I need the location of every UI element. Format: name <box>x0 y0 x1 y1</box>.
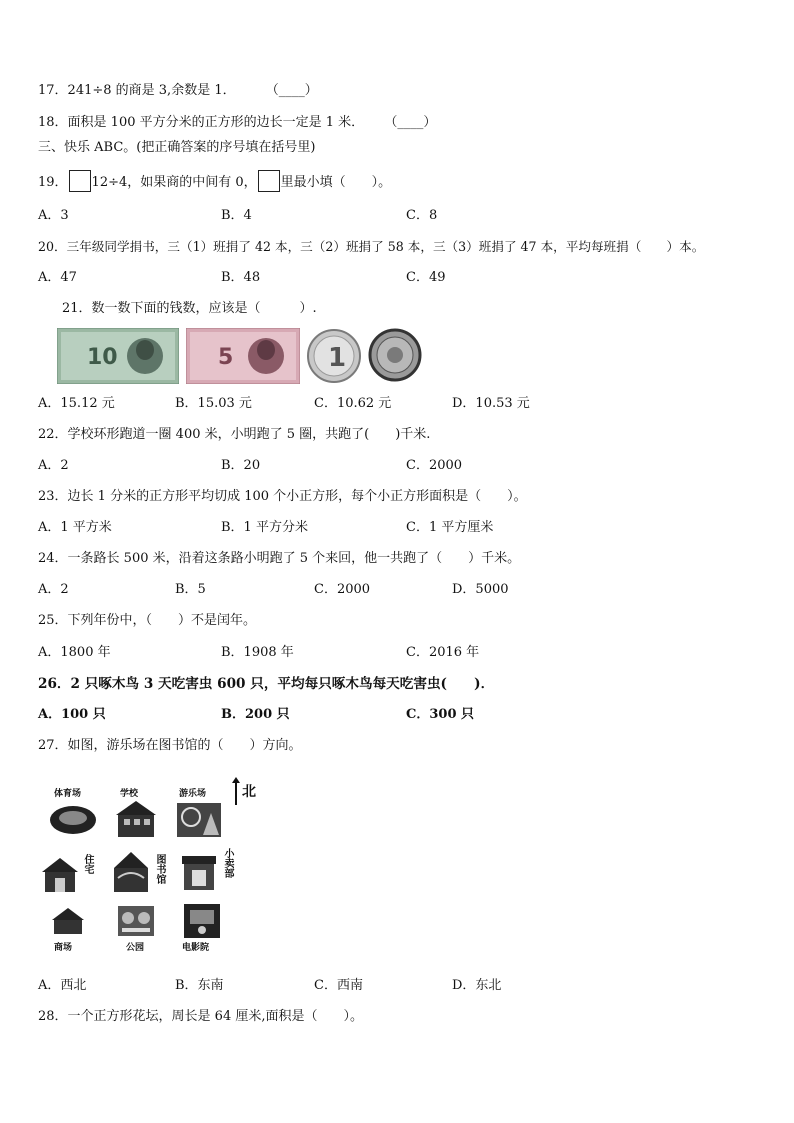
question-number: 28． <box>38 1009 68 1024</box>
map-place-library <box>110 848 166 904</box>
question-number: 19． <box>38 175 68 190</box>
blank-box[interactable] <box>258 170 280 192</box>
stadium-icon <box>48 800 98 838</box>
banknote-10-yuan <box>57 328 179 384</box>
blank-box[interactable] <box>69 170 91 192</box>
question-22 <box>38 426 430 444</box>
option-a[interactable]: A．2 <box>38 582 69 597</box>
question-text-part1: 12÷4，如果商的中间有 0， <box>91 175 257 190</box>
question-number: 25． <box>38 613 68 628</box>
map-place-school <box>112 786 168 842</box>
question-number: 22． <box>38 427 68 442</box>
question-text: 一条路长 500 米，沿着这条路小明跑了 5 个来回，他一共跑了（ ）千米。 <box>67 551 521 566</box>
option-c[interactable]: C．2016 年 <box>406 645 480 660</box>
map-place-shop <box>180 848 236 904</box>
map-place-park <box>116 904 172 960</box>
question-17 <box>38 82 318 100</box>
map-label: 公园 <box>126 943 145 953</box>
option-c[interactable]: C．10.62 元 <box>314 396 392 411</box>
option-a[interactable]: A．100 只 <box>38 707 106 722</box>
question-text: 如图，游乐场在图书馆的（ ）方向。 <box>67 738 302 753</box>
question-text: 学校环形跑道一圈 400 米，小明跑了 5 圈，共跑了( )千米. <box>67 427 431 442</box>
map-label: 体育场 <box>54 789 82 799</box>
option-d[interactable]: D．东北 <box>452 978 502 993</box>
option-b[interactable]: B．东南 <box>175 978 224 993</box>
map-label: 商场 <box>54 943 73 953</box>
question-text: 一个正方形花坛，周长是 64 厘米,面积是（ ）。 <box>67 1009 363 1024</box>
cinema-icon <box>182 904 222 940</box>
banknote-value: 10 <box>87 345 118 370</box>
map-label: 小卖部 <box>222 848 233 878</box>
option-a[interactable]: A．3 <box>38 208 69 223</box>
option-b[interactable]: B．15.03 元 <box>175 396 252 411</box>
option-a[interactable]: A．15.12 元 <box>38 396 115 411</box>
map-place-residence <box>40 848 96 904</box>
option-c[interactable]: C．西南 <box>314 978 363 993</box>
question-18 <box>38 114 436 132</box>
question-28 <box>38 1008 363 1026</box>
map-label: 学校 <box>120 789 139 799</box>
coin-cents <box>368 328 422 382</box>
question-text: 下列年份中，（ ）不是闰年。 <box>67 613 257 628</box>
house-icon <box>40 854 80 894</box>
question-text: 面积是 100 平方分米的正方形的边长一定是 1 米． <box>67 115 365 130</box>
question-26 <box>38 675 494 693</box>
question-number: 26． <box>38 676 71 692</box>
mall-icon <box>50 906 86 936</box>
question-text: 241÷8 的商是 3,余数是 1． <box>67 83 236 98</box>
map-place-mall <box>50 904 106 960</box>
option-d[interactable]: D．5000 <box>452 582 509 597</box>
amusement-park-icon <box>175 799 223 839</box>
option-b[interactable]: B．5 <box>175 582 206 597</box>
school-icon <box>114 799 158 839</box>
option-b[interactable]: B．1908 年 <box>221 645 294 660</box>
question-19 <box>38 170 391 192</box>
option-c[interactable]: C．2000 <box>406 458 463 473</box>
coin-value: 1 <box>328 343 347 373</box>
question-text: 三年级同学捐书，三（1）班捐了 42 本，三（2）班捐了 58 本，三（3）班捐了 47 本，平均每班捐（ ）本。 <box>66 239 705 254</box>
question-number: 24． <box>38 551 68 566</box>
option-b[interactable]: B．200 只 <box>221 707 290 722</box>
answer-paren: （____） <box>384 115 437 130</box>
option-c[interactable]: C．49 <box>406 270 446 285</box>
question-23 <box>38 488 527 506</box>
question-text: 2 只啄木鸟 3 天吃害虫 600 只，平均每只啄木鸟每天吃害虫( )． <box>70 676 495 692</box>
option-c[interactable]: C．1 平方厘米 <box>406 520 494 535</box>
option-a[interactable]: A．2 <box>38 458 69 473</box>
option-a[interactable]: A．47 <box>38 270 77 285</box>
map-place-cinema <box>180 904 236 960</box>
option-a[interactable]: A．1 平方米 <box>38 520 112 535</box>
option-b[interactable]: B．48 <box>221 270 261 285</box>
coin-1-yuan <box>306 328 362 384</box>
section-heading: 三、快乐 ABC。(把正确答案的序号填在括号里) <box>38 140 316 155</box>
question-number: 18． <box>38 115 68 130</box>
shop-icon <box>180 852 218 894</box>
map-label: 图书馆 <box>154 854 165 884</box>
question-number: 21． <box>62 301 92 316</box>
option-c[interactable]: C．2000 <box>314 582 371 597</box>
question-25 <box>38 612 256 630</box>
park-icon <box>116 904 156 938</box>
question-number: 17． <box>38 83 68 98</box>
option-a[interactable]: A．西北 <box>38 978 87 993</box>
north-arrow-icon <box>232 777 242 807</box>
answer-paren: （____） <box>265 83 318 98</box>
question-text: 数一数下面的钱数，应该是（ ）. <box>91 301 317 316</box>
question-27 <box>38 737 302 755</box>
map-label: 住宅 <box>82 854 93 874</box>
question-20 <box>38 238 704 256</box>
question-number: 20． <box>38 239 67 254</box>
option-b[interactable]: B．20 <box>221 458 261 473</box>
option-d[interactable]: D．10.53 元 <box>452 396 530 411</box>
option-c[interactable]: C．300 只 <box>406 707 475 722</box>
map-label: 电影院 <box>182 943 210 953</box>
library-icon <box>110 850 152 896</box>
question-number: 27． <box>38 738 68 753</box>
option-b[interactable]: B．1 平方分米 <box>221 520 308 535</box>
banknote-value: 5 <box>218 345 234 370</box>
option-a[interactable]: A．1800 年 <box>38 645 111 660</box>
map-place-amusement-park <box>175 786 231 842</box>
option-c[interactable]: C．8 <box>406 208 438 223</box>
question-24 <box>38 550 520 568</box>
option-b[interactable]: B．4 <box>221 208 252 223</box>
north-label: 北 <box>242 784 256 800</box>
question-text-part2: 里最小填（ ）。 <box>280 175 392 190</box>
banknote-5-yuan <box>186 328 300 384</box>
question-text: 边长 1 分米的正方形平均切成 100 个小正方形，每个小正方形面积是（ ）。 <box>67 489 527 504</box>
question-21 <box>62 300 317 318</box>
question-number: 23． <box>38 489 68 504</box>
map-label: 游乐场 <box>179 789 207 799</box>
map-place-stadium <box>46 786 102 842</box>
